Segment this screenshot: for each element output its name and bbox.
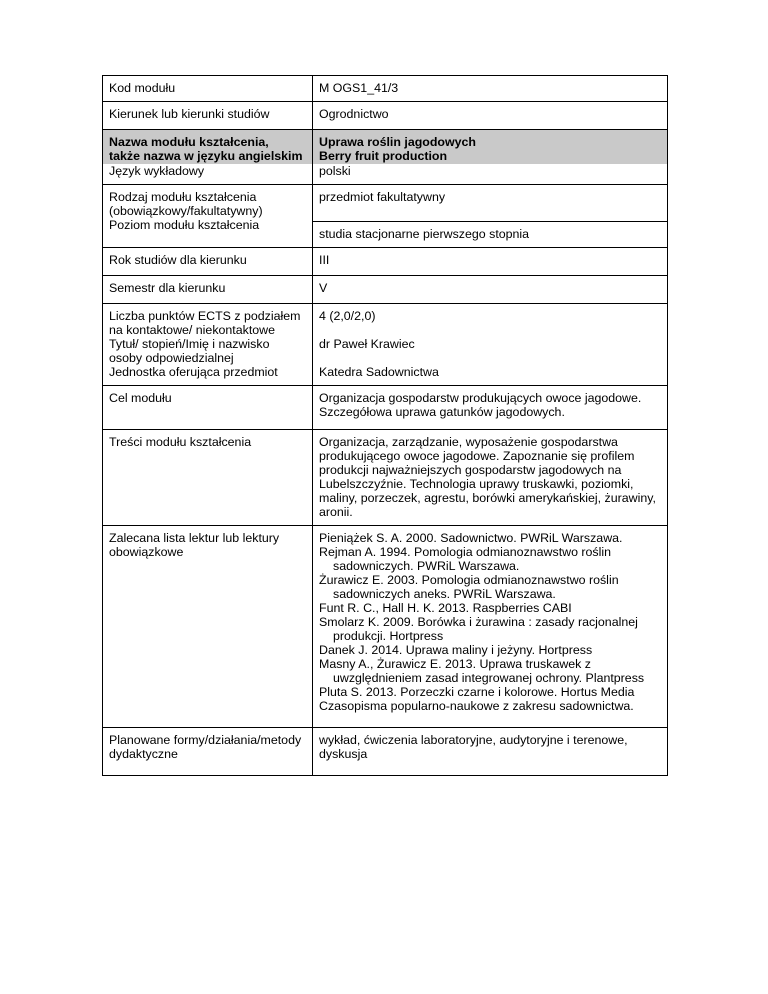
value-study-year: III [313,248,668,276]
label-field-of-study: Kierunek lub kierunki studiów [103,102,313,130]
literature-item: Smolarz K. 2009. Borówka i żurawina : zasady racjonalnej produkcji. Hortpress [319,615,638,643]
row-goal [103,386,668,430]
row-content [103,430,668,526]
literature-item: Danek J. 2014. Uprawa maliny i jeżyny. Hortpress [319,643,593,657]
label-module-type [103,185,313,248]
label-ects-line1: Liczba punktów ECTS z podziałem [109,309,301,323]
row-semester [103,276,668,304]
label-module-level: Poziom modułu kształcenia [109,218,260,232]
value-module-name-en: Berry fruit production [319,149,448,163]
module-description-table [102,75,668,776]
row-study-year [103,248,668,276]
value-field-of-study: Ogrodnictwo [313,102,668,130]
value-ects-text: 4 (2,0/2,0) [319,309,376,323]
value-module-type-text: przedmiot fakultatywny [319,190,446,204]
label-content: Treści modułu kształcenia [103,430,313,526]
value-module-level: studia stacjonarne pierwszego stopnia [313,221,667,241]
label-methods [103,728,313,776]
literature-item: Pluta S. 2013. Porzeczki czarne i kolorowe. Hortus Media [319,685,635,699]
value-module-name-pl: Uprawa roślin jagodowych [319,135,476,149]
label-semester: Semestr dla kierunku [103,276,313,304]
value-semester: V [313,276,668,304]
value-ects [313,304,668,386]
literature-item: Czasopisma popularno-naukowe z zakresu sadownictwa. [319,699,634,713]
label-module-name [103,130,313,185]
label-literature-line1: Zalecana lista lektur lub lektury [109,531,280,545]
value-methods: wykład, ćwiczenia laboratoryjne, audytoryjne i terenowe, dyskusja [313,728,668,776]
literature-item: Pieniążek S. A. 2000. Sadownictwo. PWRiL Warszawa. [319,531,623,545]
value-language: polski [319,164,351,178]
label-module-name-line1: Nazwa modułu kształcenia, [109,135,269,149]
literature-item: Żurawicz E. 2003. Pomologia odmianoznawstwo roślin sadowniczych aneks. PWRiL Warszawa. [319,573,619,601]
value-teacher: dr Paweł Krawiec [319,337,415,351]
label-literature [103,526,313,728]
label-teacher-line1: Tytuł/ stopień/Imię i nazwisko [109,337,270,351]
label-methods-line2: dydaktyczne [109,747,178,761]
label-ects [103,304,313,386]
label-literature-line2: obowiązkowe [109,545,184,559]
value-goal-line1: Organizacja gospodarstw produkujących owoce jagodowe. [319,391,642,405]
row-field-of-study [103,102,668,130]
row-methods [103,728,668,776]
row-ects [103,304,668,386]
label-language: Język wykładowy [109,164,205,178]
value-literature [313,526,668,728]
label-module-code: Kod modułu [103,76,313,102]
label-unit: Jednostka oferująca przedmiot [109,365,278,379]
label-methods-line1: Planowane formy/działania/metody [109,733,302,747]
row-module-type [103,185,668,248]
row-module-code [103,76,668,102]
literature-item: Masny A., Żurawicz E. 2013. Uprawa truskawek z uwzględnieniem zasad integrowanej ochrony. Plantpress [319,657,645,685]
label-module-type-line2: (obowiązkowy/fakultatywny) [109,204,263,218]
literature-item: Rejman A. 1994. Pomologia odmianoznawstwo roślin sadowniczych. PWRiL Warszawa. [319,545,612,573]
value-goal [313,386,668,430]
value-module-code: M OGS1_41/3 [313,76,668,102]
value-goal-line2: Szczegółowa uprawa gatunków jagodowych. [319,405,565,419]
literature-item: Funt R. C., Hall H. K. 2013. Raspberries CABI [319,601,572,615]
value-module-type [313,185,668,248]
value-unit: Katedra Sadownictwa [319,365,439,379]
label-goal: Cel modułu [103,386,313,430]
row-module-name [103,130,668,185]
label-module-name-line2: także nazwa w języku angielskim [109,149,303,163]
value-module-name [313,130,668,185]
label-ects-line2: na kontaktowe/ niekontaktowe [109,323,276,337]
label-study-year: Rok studiów dla kierunku [103,248,313,276]
row-literature [103,526,668,728]
label-teacher-line2: osoby odpowiedzialnej [109,351,234,365]
value-content: Organizacja, zarządzanie, wyposażenie gospodarstwa produkującego owoce jagodowe. Zapoznanie się profilem produkcji najważniejszych gospodarstw jagodowych na Lubelszczyźnie. Technologia uprawy truskawki, poziomki, maliny, porzeczek, agrestu, borówki amerykańskiej, żurawiny, aronii. [313,430,668,526]
label-module-type-line1: Rodzaj modułu kształcenia [109,190,257,204]
